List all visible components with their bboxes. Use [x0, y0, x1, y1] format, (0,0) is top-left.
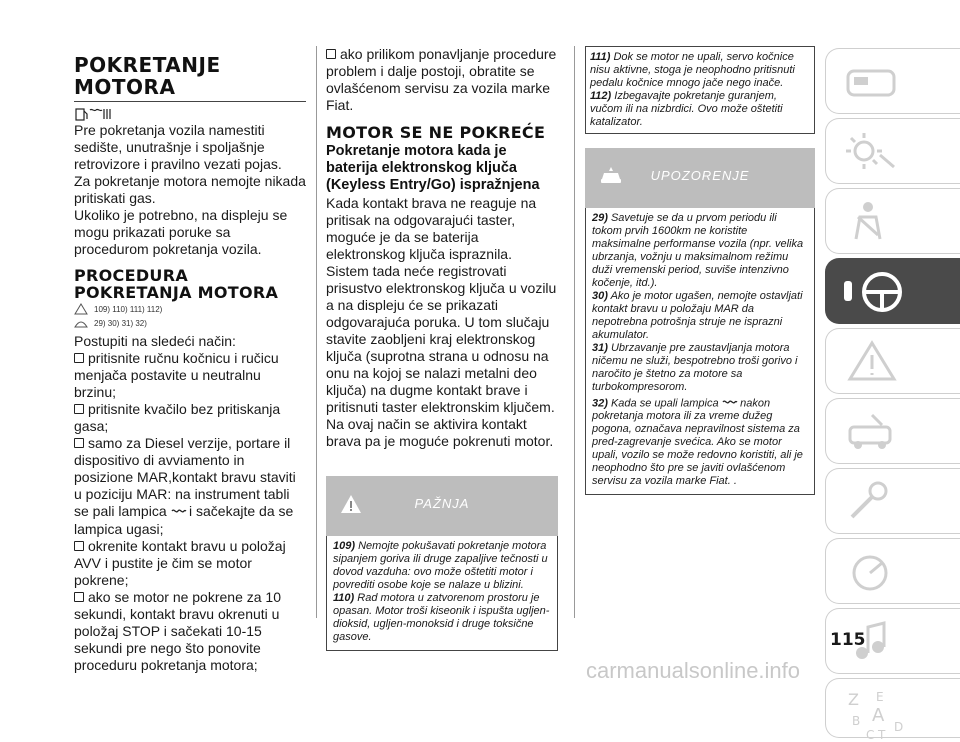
svg-text:Z: Z: [848, 690, 859, 709]
title-line-2: MOTORA: [74, 75, 176, 99]
procedure-intro: Postupiti na sledeći način:: [74, 333, 236, 349]
svg-text:B: B: [852, 714, 861, 728]
step-5: ako se motor ne pokrene za 10 sekundi, kontakt bravu okrenuti u položaj STOP i sačekati 10-15 sekundi pre nego što ponovite proceduru pokretanja motora;: [74, 588, 282, 673]
note-109: 109) Nemojte pokušavati pokretanje motora sipanjem goriva ili druge zapaljive tečnosti u dovod vazduha: ovo može oštetiti motor i povrediti osobe koje se nalaze u blizini.: [333, 540, 548, 591]
tab-warnings[interactable]: [825, 328, 960, 394]
svg-text:C: C: [866, 728, 875, 741]
warning-label: UPOZORENJE: [650, 168, 750, 183]
wrench-icon: [842, 477, 902, 527]
keyless-paragraph: Kada kontakt brava ne reaguje na pritisak na odgovarajući taster, moguće je da se baterija elektronskog ključa ispraznila. Sistem tada neće registrovati prisustvo elektronskog ključa u vozilu a na displeju će se prikazati odgovarajuća poruka. U tom slučaju stavite zaobljeni kraj elektronskog ključa (suprotna strana u odnosu na onu na kojoj se nalazi metalni deo ključa) na dugme kontakt brave i pritisnuti taster elektronskim ključem. Na ovaj način se aktivira kontakt brava pa je moguće pokrenuti motor.: [326, 195, 557, 449]
procedure-title-line-2: POKRETANJA MOTORA: [74, 283, 279, 302]
warning-notes: [585, 208, 815, 495]
column-left: [74, 54, 306, 674]
tab-safety[interactable]: [825, 188, 960, 254]
seatbelt-icon: [842, 197, 902, 247]
bullet-icon: [74, 404, 84, 414]
svg-text:D: D: [894, 720, 904, 734]
tab-technical-data[interactable]: [825, 538, 960, 604]
warning-header: [585, 148, 815, 208]
intro-paragraph: Pre pokretanja vozila namestiti sedište, unutrašnje i spoljašnje retrovizore i pravilno vezati pojas.: [74, 122, 282, 172]
step-4: okrenite kontakt bravu u položaj AVV i pustite je čim se motor pokrene;: [74, 537, 286, 588]
throttle-paragraph: Za pokretanje motora nemojte nikada pritiskati gas.: [74, 173, 306, 206]
note-112: 112) Izbegavajte pokretanje guranjem, vučom ili na nizbrdici. Ovo može oštetiti katalizator.: [590, 90, 783, 128]
engine-not-start-title: MOTOR SE NE POKREĆE: [326, 123, 546, 142]
svg-text:E: E: [876, 690, 884, 704]
note-110: 110) Rad motora u zatvorenom prostoru je opasan. Motor troši kiseonik i ispušta ugljen-dioksid, ugljen-monoksid i druge toksične gasove.: [333, 592, 550, 643]
column-middle: [326, 46, 558, 651]
watermark: carmanualsonline.info: [586, 658, 801, 683]
glow-plug-icon: [722, 398, 741, 408]
car-front-icon: [842, 57, 902, 107]
column-divider: [316, 46, 317, 618]
step-6: ako prilikom ponavljanje procedure problem i dalje postoji, obratite se ovlašćenom servisu za vozila marke Fiat.: [326, 46, 557, 113]
note-111: 111) Dok se motor ne upali, servo kočnice nisu aktivne, stoga je neophodno pritisnuti pedalu kočnice mnogo jače nego inače.: [590, 51, 795, 89]
step-1: pritisnite ručnu kočnicu i ručicu menjača postavite u neutralnu brzinu;: [74, 350, 279, 400]
caution-refs-text: 109) 110) 111) 112): [94, 304, 163, 314]
title-line-1: POKRETANJE: [74, 53, 221, 77]
alphabet-index-icon: [842, 687, 922, 741]
caution-triangle-icon: [74, 303, 88, 315]
procedure-title-line-1: PROCEDURA: [74, 266, 188, 285]
page-number: 115: [830, 630, 866, 650]
warning-31: 31) Ubrzavanje pre zaustavljanja motora ničemu ne služi, bespotrebno troši gorivo i naročito je štetno za motore sa turbokompresorom.: [592, 342, 798, 393]
warning-refs-text: 29) 30) 31) 32): [94, 318, 147, 328]
tab-lights[interactable]: [825, 118, 960, 184]
sun-icon: [842, 127, 902, 177]
tab-starting-driving[interactable]: [825, 258, 960, 324]
warning-30: 30) Ako je motor ugašen, nemojte ostavljati kontakt bravu u položaju MAR da nepotrebna potrošnja struje ne isprazni akumulator.: [592, 290, 803, 341]
display-paragraph: Ukoliko je potrebno, na displeju se mogu prikazati poruke sa procedurom pokretanja vozila.: [74, 207, 288, 257]
caution-header: [326, 476, 558, 536]
tab-emergency[interactable]: [825, 398, 960, 464]
steering-wheel-icon: [842, 267, 912, 317]
warning-32: 32) Kada se upali lampica nakon pokretanja motora ili za vreme dužeg pogona, označava nepravilnost sistema za pred-zagrevanje svećica. Ako se motor upali, vozilo se može redovno koristiti, ali je neophodno što pre se javiti ovlašćenom servisu za vozila marke Fiat. .: [592, 397, 803, 488]
step-2: pritisnite kvačilo bez pritiskanja gasa;: [74, 401, 281, 434]
svg-text:T: T: [878, 728, 886, 741]
warning-refs: [74, 317, 306, 329]
bullet-icon: [326, 49, 336, 59]
caution-notes-continued: [585, 46, 815, 134]
bullet-icon: [74, 541, 84, 551]
step-3: samo za Diesel verzije, portare il dispositivo di avviamento in posizione MAR,kontakt bravu staviti u poziciju MAR: na instrument tabli se pali lampica i sačekajte da se lampica ugasi;: [74, 435, 296, 537]
car-repair-icon: [842, 407, 902, 457]
procedure-title: [74, 267, 306, 301]
tab-maintenance[interactable]: [825, 468, 960, 534]
warning-triangle-icon: [842, 337, 902, 387]
gauge-icon: [842, 547, 902, 597]
fuel-pump-icon: [74, 106, 306, 122]
caution-label: PAŽNJA: [414, 496, 470, 511]
keyless-subtitle: Pokretanje motora kada je baterija elektronskog ključa (Keyless Entry/Go) ispražnjena: [326, 143, 540, 193]
warning-icon: [74, 317, 88, 329]
caution-refs: [74, 303, 306, 315]
section-title: [74, 54, 306, 98]
title-rule: [74, 101, 306, 102]
svg-text:A: A: [872, 705, 885, 726]
tab-index[interactable]: [825, 678, 960, 741]
glow-plug-icon: [171, 507, 190, 517]
column-divider: [574, 46, 575, 618]
warning-29: 29) Savetuje se da u prvom periodu ili tokom prvih 1600km ne koristite maksimalne performanse vozila (npr. velika ubrzanja, vožnju u maksimalnom režimu duži vremenski period, suviše intenzivno kočenje, itd.).: [592, 212, 804, 289]
tab-dashboard[interactable]: [825, 48, 960, 114]
bullet-icon: [74, 592, 84, 602]
bullet-icon: [74, 438, 84, 448]
caution-notes: [326, 536, 558, 651]
bullet-icon: [74, 353, 84, 363]
column-right: [585, 46, 815, 495]
